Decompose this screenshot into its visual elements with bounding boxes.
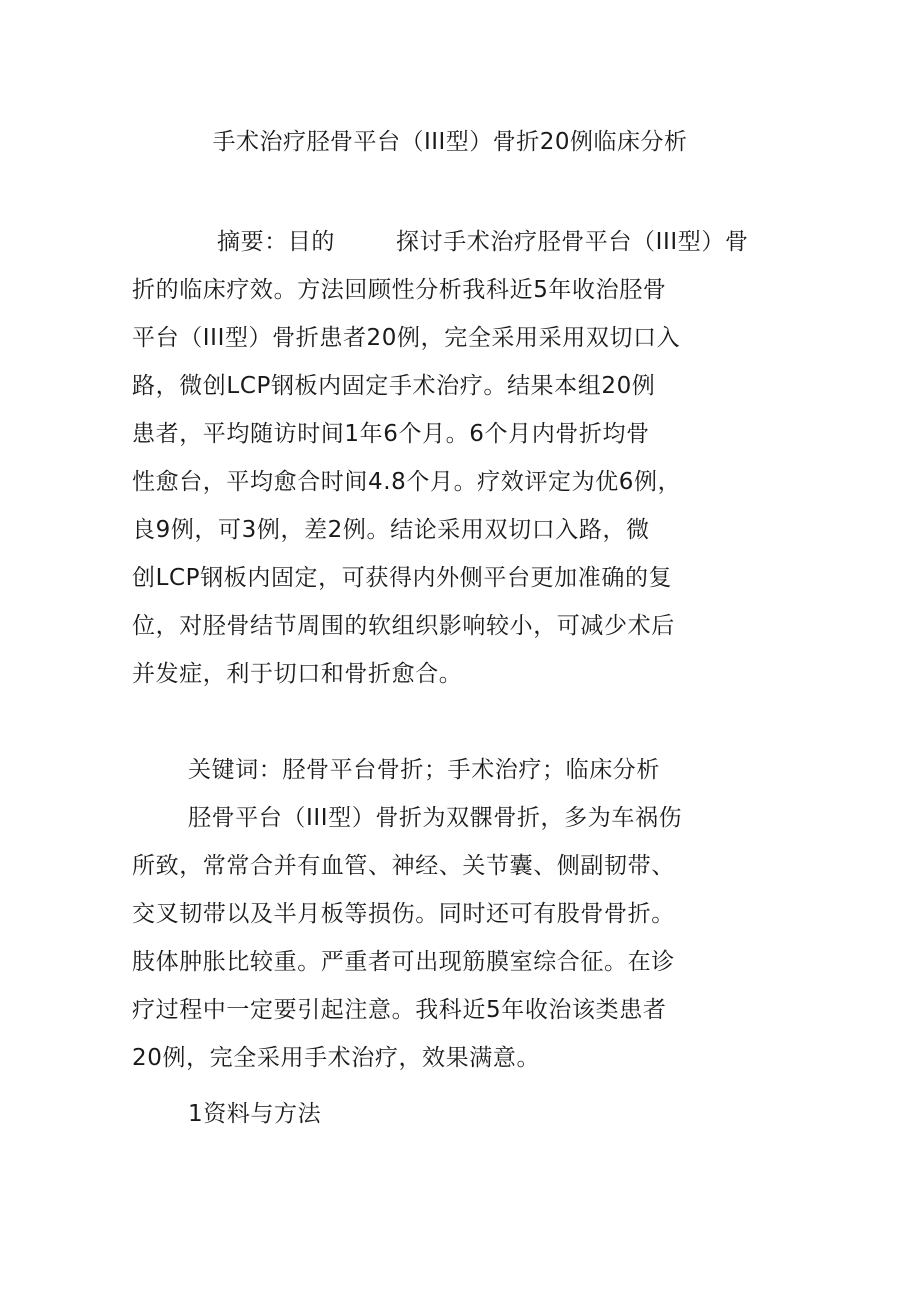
abstract-line: 位，对胫骨结节周围的软组织影响较小，可减少术后: [132, 613, 675, 639]
abstract-line: 平台（III型）骨折患者20例，完全采用采用双切口入: [132, 325, 681, 351]
intro-line: 所致，常常合并有血管、神经、关节囊、侧副韧带、: [132, 853, 675, 879]
intro-line: 疗过程中一定要引起注意。我科近5年收治该类患者: [132, 997, 667, 1023]
abstract-line: 路，微创LCP钢板内固定手术治疗。结果本组20例: [132, 373, 656, 399]
abstract-line: 并发症，利于切口和骨折愈合。: [132, 661, 463, 687]
abstract-line: 患者，平均随访时间1年6个月。6个月内骨折均骨: [132, 421, 650, 447]
document-title: 手术治疗胫骨平台（III型）骨折20例临床分析: [212, 129, 688, 155]
intro-line: 胫骨平台（III型）骨折为双髁骨折，多为车祸伤: [188, 805, 683, 831]
intro-line: 交叉韧带以及半月板等损伤。同时还可有股骨骨折。: [132, 901, 675, 927]
abstract-line: 创LCP钢板内固定，可获得内外侧平台更加准确的复: [132, 565, 673, 591]
intro-line: 20例，完全采用手术治疗，效果满意。: [132, 1045, 541, 1071]
abstract-line: 折的临床疗效。方法回顾性分析我科近5年收治胫骨: [132, 277, 667, 303]
keywords: 关键词：胫骨平台骨折；手术治疗；临床分析: [188, 757, 660, 783]
abstract-line: 良9例，可3例，差2例。结论采用双切口入路，微: [132, 517, 650, 543]
abstract-first-line: 探讨手术治疗胫骨平台（III型）骨: [396, 229, 749, 255]
abstract-line: 性愈台，平均愈合时间4.8个月。疗效评定为优6例，: [132, 469, 682, 495]
abstract-label: 摘要：目的: [217, 229, 335, 255]
section-heading: 1资料与方法: [188, 1101, 322, 1127]
intro-line: 肢体肿胀比较重。严重者可出现筋膜室综合征。在诊: [132, 949, 675, 975]
